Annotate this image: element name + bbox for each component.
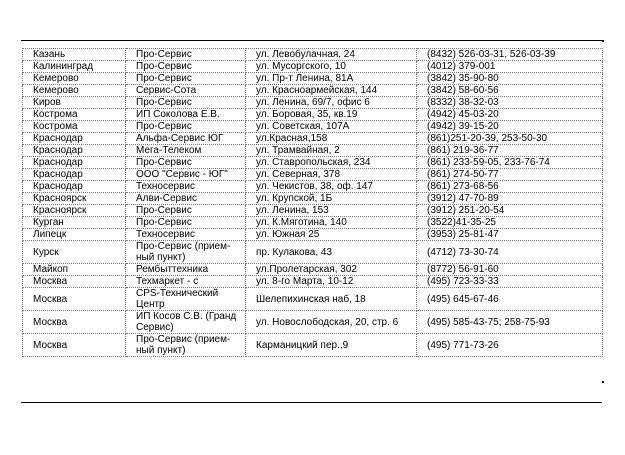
top-rule: [21, 40, 602, 41]
phone-cell: (861)251-20-39, 253-50-30: [417, 133, 603, 145]
company-cell: Про-Сервис: [126, 121, 246, 133]
phone-cell: (3912) 47-70-89: [417, 193, 603, 205]
city-cell: Москва: [23, 334, 126, 357]
city-cell: Киров: [23, 97, 126, 109]
address-cell: пр. Кулакова, 43: [246, 241, 417, 264]
company-cell: Про-Сервис: [126, 205, 246, 217]
city-cell: Калининград: [23, 61, 126, 73]
address-cell: ул. Ленина, 153: [246, 205, 417, 217]
company-cell: ИП Косов С.В. (Гранд Сервис): [126, 311, 246, 334]
city-cell: Кострома: [23, 109, 126, 121]
city-cell: Красноярск: [23, 205, 126, 217]
phone-cell: (4712) 73-30-74: [417, 241, 603, 264]
phone-cell: (4942) 45-03-20: [417, 109, 603, 121]
address-cell: ул.Красная,158: [246, 133, 417, 145]
city-cell: Курск: [23, 241, 126, 264]
table-row: [23, 157, 603, 169]
phone-cell: (495) 771-73-26: [417, 334, 603, 357]
bottom-rule: [21, 402, 602, 403]
phone-cell: (3912) 251-20-54: [417, 205, 603, 217]
city-cell: Красноярск: [23, 193, 126, 205]
address-cell: ул. Северная, 378: [246, 169, 417, 181]
company-cell: Про-Сервис: [126, 61, 246, 73]
address-cell: ул. Пр-т Ленина, 81А: [246, 73, 417, 85]
address-cell: ул. Новослободская, 20, стр. 6: [246, 311, 417, 334]
phone-cell: (861) 273-68-56: [417, 181, 603, 193]
table-row: [23, 49, 603, 61]
company-cell: Про-Сервис (прием-ный пункт): [126, 334, 246, 357]
address-cell: ул. Южная 25: [246, 229, 417, 241]
table-row: [23, 241, 603, 264]
table-row: [23, 145, 603, 157]
table-row: [23, 288, 603, 311]
table-row: [23, 311, 603, 334]
company-cell: Про-Сервис: [126, 73, 246, 85]
table-row: [23, 109, 603, 121]
company-cell: Про-Сервис: [126, 49, 246, 61]
phone-cell: (861) 274-50-77: [417, 169, 603, 181]
company-cell: Мега-Телеком: [126, 145, 246, 157]
company-cell: Про-Сервис: [126, 97, 246, 109]
table-row: [23, 264, 603, 276]
company-cell: Про-Сервис: [126, 157, 246, 169]
address-cell: ул. Левобулачная, 24: [246, 49, 417, 61]
city-cell: Краснодар: [23, 169, 126, 181]
city-cell: Москва: [23, 311, 126, 334]
address-cell: ул. Мусоргского, 10: [246, 61, 417, 73]
company-cell: Про-Сервис (прием-ный пункт): [126, 241, 246, 264]
phone-cell: (3842) 58-60-56: [417, 85, 603, 97]
table-row: [23, 121, 603, 133]
table-row: [23, 193, 603, 205]
company-cell: Техносервис: [126, 181, 246, 193]
company-cell: Техносервис: [126, 229, 246, 241]
city-cell: Липецк: [23, 229, 126, 241]
corner-mark: [602, 40, 604, 42]
phone-cell: (8772) 56-91-60: [417, 264, 603, 276]
company-cell: Альфа-Сервис ЮГ: [126, 133, 246, 145]
company-cell: Про-Сервис: [126, 217, 246, 229]
phone-cell: (495) 585-43-75; 258-75-93: [417, 311, 603, 334]
company-cell: Техмаркет - с: [126, 276, 246, 288]
address-cell: ул. Советская, 107А: [246, 121, 417, 133]
phone-cell: (495) 645-67-46: [417, 288, 603, 311]
table-row: [23, 85, 603, 97]
address-cell: ул. Ставропольская, 234: [246, 157, 417, 169]
phone-cell: (495) 723-33-33: [417, 276, 603, 288]
address-cell: ул. 8-го Марта, 10-12: [246, 276, 417, 288]
table-row: [23, 181, 603, 193]
city-cell: Кострома: [23, 121, 126, 133]
city-cell: Краснодар: [23, 181, 126, 193]
service-centers-table: [22, 48, 603, 357]
phone-cell: (861) 233-59-05, 233-76-74: [417, 157, 603, 169]
table-row: [23, 169, 603, 181]
company-cell: ИП Соколова Е.В.: [126, 109, 246, 121]
table-row: [23, 205, 603, 217]
address-cell: ул. Чекистов, 38, оф. 147: [246, 181, 417, 193]
city-cell: Кемерово: [23, 85, 126, 97]
company-cell: CPS-Технический Центр: [126, 288, 246, 311]
address-cell: ул. Боровая, 35, кв.19: [246, 109, 417, 121]
address-cell: ул. Трамвайная, 2: [246, 145, 417, 157]
address-cell: Шелепихинская наб, 18: [246, 288, 417, 311]
table-row: [23, 276, 603, 288]
city-cell: Краснодар: [23, 133, 126, 145]
address-cell: ул. Крупской, 1Б: [246, 193, 417, 205]
city-cell: Москва: [23, 288, 126, 311]
city-cell: Курган: [23, 217, 126, 229]
phone-cell: (3842) 35-90-80: [417, 73, 603, 85]
city-cell: Кемерово: [23, 73, 126, 85]
table-row: [23, 217, 603, 229]
company-cell: Рембыттехника: [126, 264, 246, 276]
city-cell: Москва: [23, 276, 126, 288]
table-row: [23, 334, 603, 357]
phone-cell: (4942) 39-15-20: [417, 121, 603, 133]
city-cell: Краснодар: [23, 145, 126, 157]
city-cell: Казань: [23, 49, 126, 61]
corner-mark: [602, 381, 604, 383]
phone-cell: (3522)41-35-25: [417, 217, 603, 229]
address-cell: ул.Пролетарская, 302: [246, 264, 417, 276]
table-row: [23, 97, 603, 109]
address-cell: ул. Красноармейская, 144: [246, 85, 417, 97]
table-row: [23, 61, 603, 73]
phone-cell: (8332) 38-32-03: [417, 97, 603, 109]
company-cell: Алви-Сервис: [126, 193, 246, 205]
table-row: [23, 133, 603, 145]
address-cell: Карманицкий пер.,9: [246, 334, 417, 357]
table-body: [23, 49, 603, 357]
phone-cell: (3953) 25-81-47: [417, 229, 603, 241]
city-cell: Краснодар: [23, 157, 126, 169]
table-row: [23, 229, 603, 241]
company-cell: Сервис-Сота: [126, 85, 246, 97]
address-cell: ул. К.Мяготина, 140: [246, 217, 417, 229]
table-row: [23, 73, 603, 85]
phone-cell: (861) 219-36-77: [417, 145, 603, 157]
city-cell: Майкоп: [23, 264, 126, 276]
phone-cell: (4012) 379-001: [417, 61, 603, 73]
phone-cell: (8432) 526-03-31, 526-03-39: [417, 49, 603, 61]
company-cell: ООО "Сервис - ЮГ": [126, 169, 246, 181]
address-cell: ул. Ленина, 69/7, офис 6: [246, 97, 417, 109]
